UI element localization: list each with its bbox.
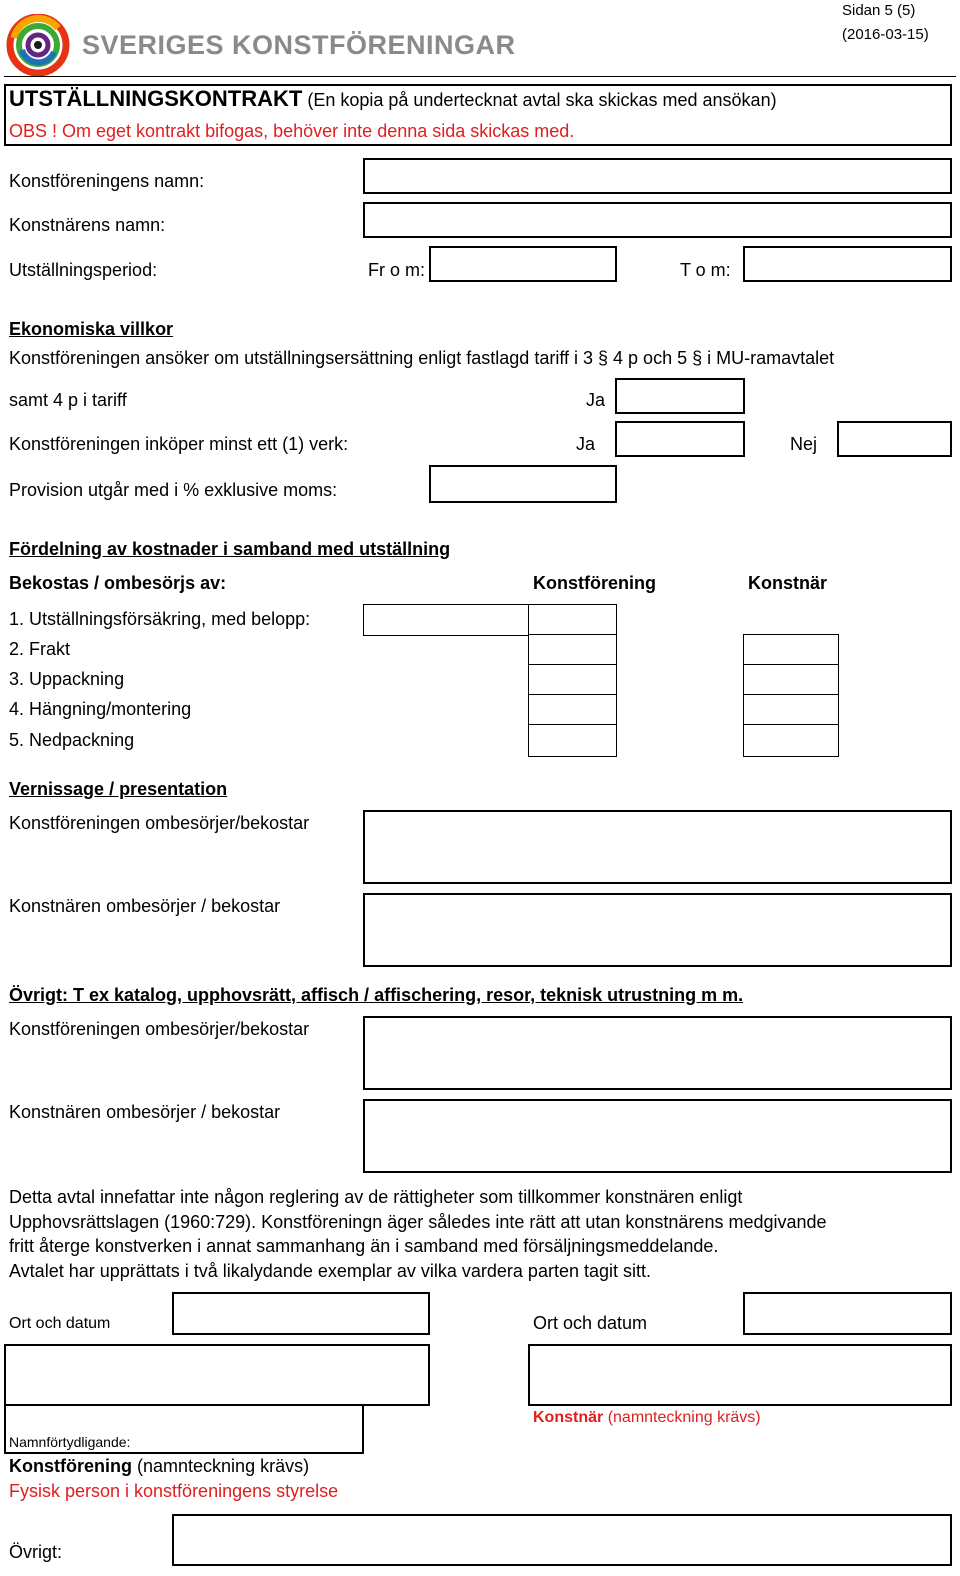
ja-label-inkop: Ja: [576, 434, 596, 454]
ja-label-tariff: Ja: [586, 390, 606, 410]
cost-konstnar-cell[interactable]: [743, 634, 839, 666]
other-konstnar-label: Konstnären ombesörjer / bekostar: [9, 1102, 281, 1122]
ovrigt-label: Övrigt:: [9, 1542, 63, 1562]
konstnar-name-label: Konstnärens namn:: [9, 215, 166, 235]
costs-col-konstnar: Konstnär: [748, 573, 828, 593]
vernissage-forening-field[interactable]: [363, 810, 952, 884]
cost-forening-cell[interactable]: [528, 694, 617, 726]
vernissage-heading: Vernissage / presentation: [9, 779, 228, 799]
other-forening-label: Konstföreningen ombesörjer/bekostar: [9, 1019, 310, 1039]
cost-item: 1. Utställningsförsäkring, med belopp:: [9, 609, 311, 629]
from-date-field[interactable]: [429, 246, 617, 282]
economic-line2: samt 4 p i tariff: [9, 390, 127, 410]
cost-forening-cell[interactable]: [528, 664, 617, 696]
tom-date-field[interactable]: [743, 246, 952, 282]
cost-konstnar-cell[interactable]: [743, 724, 839, 757]
legal-line: fritt återge konstverken i annat sammanhang än i samband med försäljningsmeddelande.: [9, 1236, 719, 1256]
other-heading: Övrigt: T ex katalog, upphovsrätt, affisch / affischering, resor, teknisk utrustning m m.: [9, 985, 744, 1005]
cost-item: 2. Frakt: [9, 639, 71, 659]
economic-heading: Ekonomiska villkor: [9, 319, 174, 339]
other-konstnar-field[interactable]: [363, 1099, 952, 1173]
page-number: Sidan 5 (5): [842, 2, 916, 19]
ort-datum-left-label: Ort och datum: [9, 1315, 111, 1332]
cost-forening-cell[interactable]: [528, 634, 617, 666]
costs-col-forening: Konstförening: [533, 573, 656, 593]
logo: [4, 14, 524, 76]
legal-line: Avtalet har upprättats i två likalydande exemplar av vilka vardera parten tagit sitt.: [9, 1261, 651, 1281]
header-rule: [4, 76, 956, 77]
title-note: (En kopia på undertecknat avtal ska skickas med ansökan): [307, 90, 777, 110]
costs-col-label: Bekostas / ombesörjs av:: [9, 573, 227, 593]
tariff-ja-checkbox[interactable]: [615, 378, 745, 414]
ort-datum-left-field[interactable]: [172, 1292, 430, 1335]
obs-note: OBS ! Om eget kontrakt bifogas, behöver inte denna sida skickas med.: [9, 121, 575, 141]
logo-text: SVERIGES KONSTFÖRENINGAR: [82, 30, 516, 60]
ort-datum-right-field[interactable]: [743, 1292, 952, 1335]
vernissage-konstnar-field[interactable]: [363, 893, 952, 967]
tom-label: T o m:: [680, 260, 731, 280]
economic-line1: Konstföreningen ansöker om utställningsersättning enligt fastlagd tariff i 3 § 4 p och 5 § i MU-ramavtalet: [9, 348, 835, 368]
forening-name-label: Konstföreningens namn:: [9, 171, 205, 191]
provision-label: Provision utgår med i % exklusive moms:: [9, 480, 338, 500]
konstnar-signature-caption: [533, 1407, 761, 1429]
other-forening-field[interactable]: [363, 1016, 952, 1090]
namnfortydligande-label: Namnförtydligande:: [9, 1434, 131, 1450]
cost-konstnar-cell[interactable]: [743, 664, 839, 696]
nej-label-inkop: Nej: [790, 434, 818, 454]
forening-signature-bold: Konstförening: [9, 1456, 132, 1476]
cost-forening-cell[interactable]: [528, 604, 617, 636]
signature-forening-field[interactable]: [4, 1344, 430, 1406]
konstnar-signature-bold: Konstnär: [533, 1409, 604, 1426]
vernissage-forening-label: Konstföreningen ombesörjer/bekostar: [9, 813, 310, 833]
from-label: Fr o m:: [368, 260, 425, 280]
insurance-amount-field[interactable]: [363, 604, 530, 636]
ovrigt-field[interactable]: [172, 1514, 952, 1566]
cost-item: 5. Nedpackning: [9, 730, 135, 750]
inkop-nej-checkbox[interactable]: [837, 421, 952, 457]
title-line: [9, 88, 777, 111]
fysisk-person-note: Fysisk person i konstföreningens styrelse: [9, 1481, 339, 1501]
cost-item: 3. Uppackning: [9, 669, 125, 689]
konstnar-signature-rest: (namnteckning krävs): [607, 1409, 761, 1426]
costs-heading: Fördelning av kostnader i samband med utställning: [9, 539, 451, 559]
legal-line: Detta avtal innefattar inte någon reglering av de rättigheter som tillkommer konstnären enligt: [9, 1187, 743, 1207]
inkop-ja-checkbox[interactable]: [615, 421, 745, 457]
cost-forening-cell[interactable]: [528, 724, 617, 757]
inkop-label: Konstföreningen inköper minst ett (1) verk:: [9, 434, 349, 454]
document-date: (2016-03-15): [842, 26, 929, 43]
forening-signature-caption: [9, 1455, 309, 1477]
legal-line: Upphovsrättslagen (1960:729). Konstföreningn äger således inte rätt att utan konstnärens medgivande: [9, 1212, 827, 1232]
cost-item: 4. Hängning/montering: [9, 699, 192, 719]
provision-field[interactable]: [429, 465, 617, 503]
signature-konstnar-field[interactable]: [528, 1344, 952, 1406]
period-label: Utställningsperiod:: [9, 260, 158, 280]
contract-title: UTSTÄLLNINGSKONTRAKT: [9, 86, 303, 111]
logo-swirl-icon: [4, 14, 76, 76]
cost-konstnar-cell[interactable]: [743, 694, 839, 726]
vernissage-konstnar-label: Konstnären ombesörjer / bekostar: [9, 896, 281, 916]
konstnar-name-field[interactable]: [363, 202, 952, 238]
forening-signature-rest: (namnteckning krävs): [137, 1456, 310, 1476]
forening-name-field[interactable]: [363, 158, 952, 194]
ort-datum-right-label: Ort och datum: [533, 1313, 648, 1333]
